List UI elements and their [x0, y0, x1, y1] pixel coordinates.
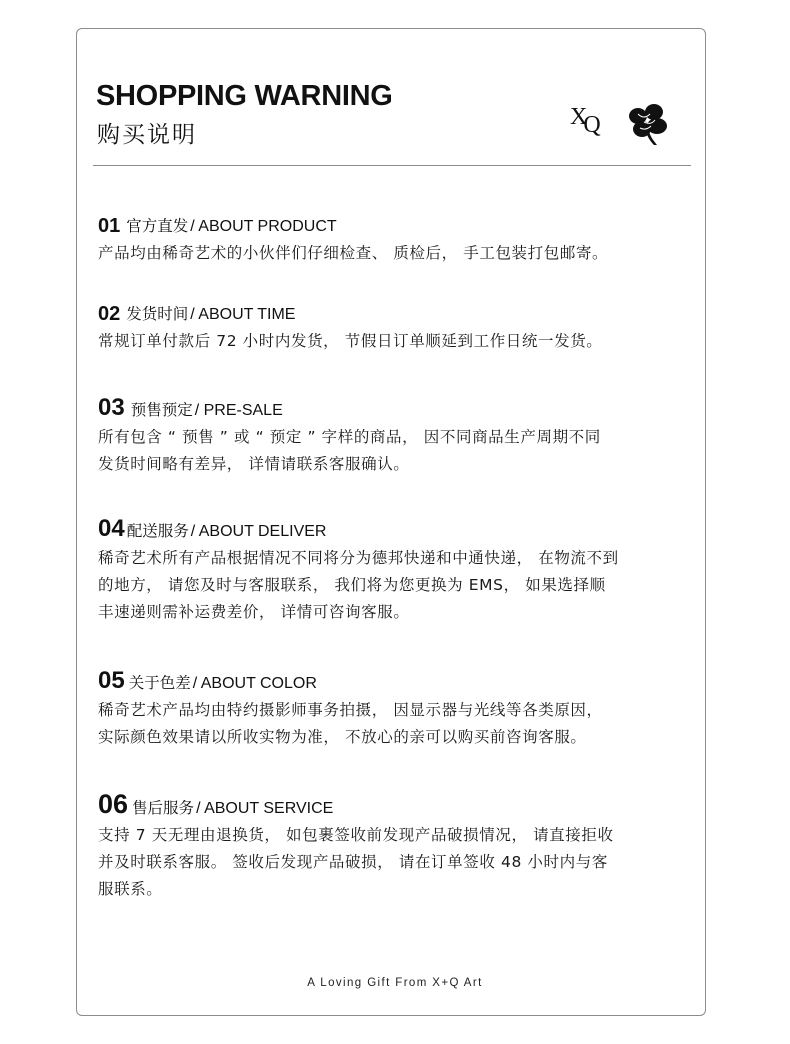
header-divider — [93, 165, 691, 166]
section-heading — [98, 294, 698, 324]
section-number: 05 — [98, 667, 125, 694]
section-time — [98, 294, 698, 355]
section-number: 03 — [98, 394, 125, 421]
section-title-en: / ABOUT TIME — [190, 306, 296, 323]
flower-logo-icon — [624, 102, 670, 146]
body-line: 支持 7 天无理由退换货， 如包裹签收前发现产品破损情况， 请直接拒收 — [98, 826, 614, 844]
section-title-en: / ABOUT PRODUCT — [190, 218, 337, 235]
section-body — [98, 424, 698, 478]
section-title-cn: 预售预定 — [130, 401, 193, 419]
section-color — [98, 663, 698, 751]
section-number: 04 — [98, 515, 125, 542]
section-service — [98, 788, 698, 903]
section-title-cn: 关于色差 — [128, 674, 191, 692]
section-body — [98, 697, 698, 751]
section-heading — [98, 390, 698, 420]
section-number: 01 — [98, 215, 121, 237]
body-line: 产品均由稀奇艺术的小伙伴们仔细检查、 质检后， 手工包装打包邮寄。 — [98, 244, 609, 262]
section-body — [98, 822, 698, 903]
section-body — [98, 240, 698, 267]
section-presale — [98, 390, 698, 478]
section-heading — [98, 663, 698, 693]
section-number: 06 — [98, 789, 129, 819]
section-heading — [98, 511, 698, 541]
brand-logo-text — [570, 104, 601, 138]
logo-letter-q: Q — [583, 112, 601, 138]
section-title-cn: 发货时间 — [126, 305, 189, 323]
section-title-en: / ABOUT COLOR — [192, 675, 317, 692]
body-line: 所有包含 “ 预售 ” 或 “ 预定 ” 字样的商品， 因不同商品生产周期不同 — [98, 428, 601, 446]
logo-letter-x: X — [570, 104, 588, 130]
section-title-en: / ABOUT DELIVER — [190, 523, 327, 540]
section-body — [98, 545, 698, 626]
footer-tagline: A Loving Gift From X+Q Art — [307, 977, 483, 989]
body-line: 常规订单付款后 72 小时内发货， 节假日订单顺延到工作日统一发货。 — [98, 332, 603, 350]
section-title-en: / ABOUT SERVICE — [196, 800, 334, 817]
section-deliver — [98, 511, 698, 626]
section-heading — [98, 206, 698, 236]
section-product — [98, 206, 698, 267]
section-number: 02 — [98, 303, 121, 325]
body-line: 稀奇艺术所有产品根据情况不同将分为德邦快递和中通快递， 在物流不到 — [98, 549, 619, 567]
section-heading — [98, 788, 698, 818]
section-title-cn: 官方直发 — [126, 217, 189, 235]
body-line: 发货时间略有差异， 详情请联系客服确认。 — [98, 455, 410, 473]
body-line: 稀奇艺术产品均由特约摄影师事务拍摄， 因显示器与光线等各类原因， — [98, 701, 603, 719]
body-line: 服联系。 — [98, 880, 163, 898]
section-title-cn: 配送服务 — [126, 522, 189, 540]
section-title-cn: 售后服务 — [132, 799, 195, 817]
page-subtitle: 购买说明 — [97, 122, 197, 148]
body-line: 并及时联系客服。 签收后发现产品破损， 请在订单签收 48 小时内与客 — [98, 853, 608, 871]
page-title: SHOPPING WARNING — [96, 80, 393, 112]
body-line: 实际颜色效果请以所收实物为准， 不放心的亲可以购买前咨询客服。 — [98, 728, 587, 746]
section-body — [98, 328, 698, 355]
body-line: 的地方， 请您及时与客服联系， 我们将为您更换为 EMS， 如果选择顺 — [98, 576, 606, 594]
section-title-en: / PRE-SALE — [194, 402, 283, 419]
body-line: 丰速递则需补运费差价， 详情可咨询客服。 — [98, 603, 410, 621]
